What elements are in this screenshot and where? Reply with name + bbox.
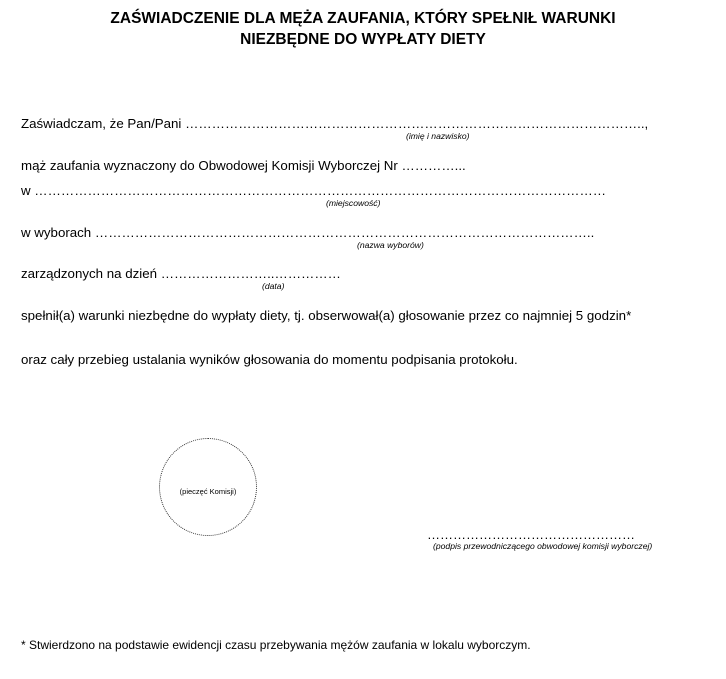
date-hint: (data) <box>262 281 285 291</box>
place-line: w ………………………………………………………………………………………………………………… <box>21 183 607 198</box>
signature-line: ………………………………………… <box>427 527 635 542</box>
conditions-line: spełnił(a) warunki niezbędne do wypłaty diety, tj. obserwował(a) głosowanie przez co najmniej 5 godzin* <box>21 308 632 323</box>
date-line: zarządzonych na dzień ……………………..…………… <box>21 266 341 281</box>
elections-line: w wyborach ………………………………………………………………………………………………….. <box>21 225 595 240</box>
elections-hint: (nazwa wyborów) <box>357 240 424 250</box>
place-hint: (miejscowość) <box>326 198 381 208</box>
stamp-label: (pieczęć Komisji) <box>179 487 237 496</box>
title-line-1: ZAŚWIADCZENIE DLA MĘŻA ZAUFANIA, KTÓRY SPEŁNIŁ WARUNKI <box>110 10 616 27</box>
process-line: oraz cały przebieg ustalania wyników głosowania do momentu podpisania protokołu. <box>21 352 518 367</box>
footnote: * Stwierdzono na podstawie ewidencji czasu przebywania mężów zaufania w lokalu wyborczym. <box>21 638 531 652</box>
commission-stamp-placeholder <box>159 438 257 536</box>
signature-hint: (podpis przewodniczącego obwodowej komisji wyborczej) <box>433 541 653 551</box>
title-line-2: NIEZBĘDNE DO WYPŁATY DIETY <box>240 31 486 48</box>
commission-line: mąż zaufania wyznaczony do Obwodowej Komisji Wyborczej Nr …………... <box>21 158 466 173</box>
certify-line: Zaświadczam, że Pan/Pani ………………………………………………………………………………………….., <box>21 116 649 131</box>
document-title <box>0 8 726 50</box>
name-hint: (imię i nazwisko) <box>406 131 470 141</box>
